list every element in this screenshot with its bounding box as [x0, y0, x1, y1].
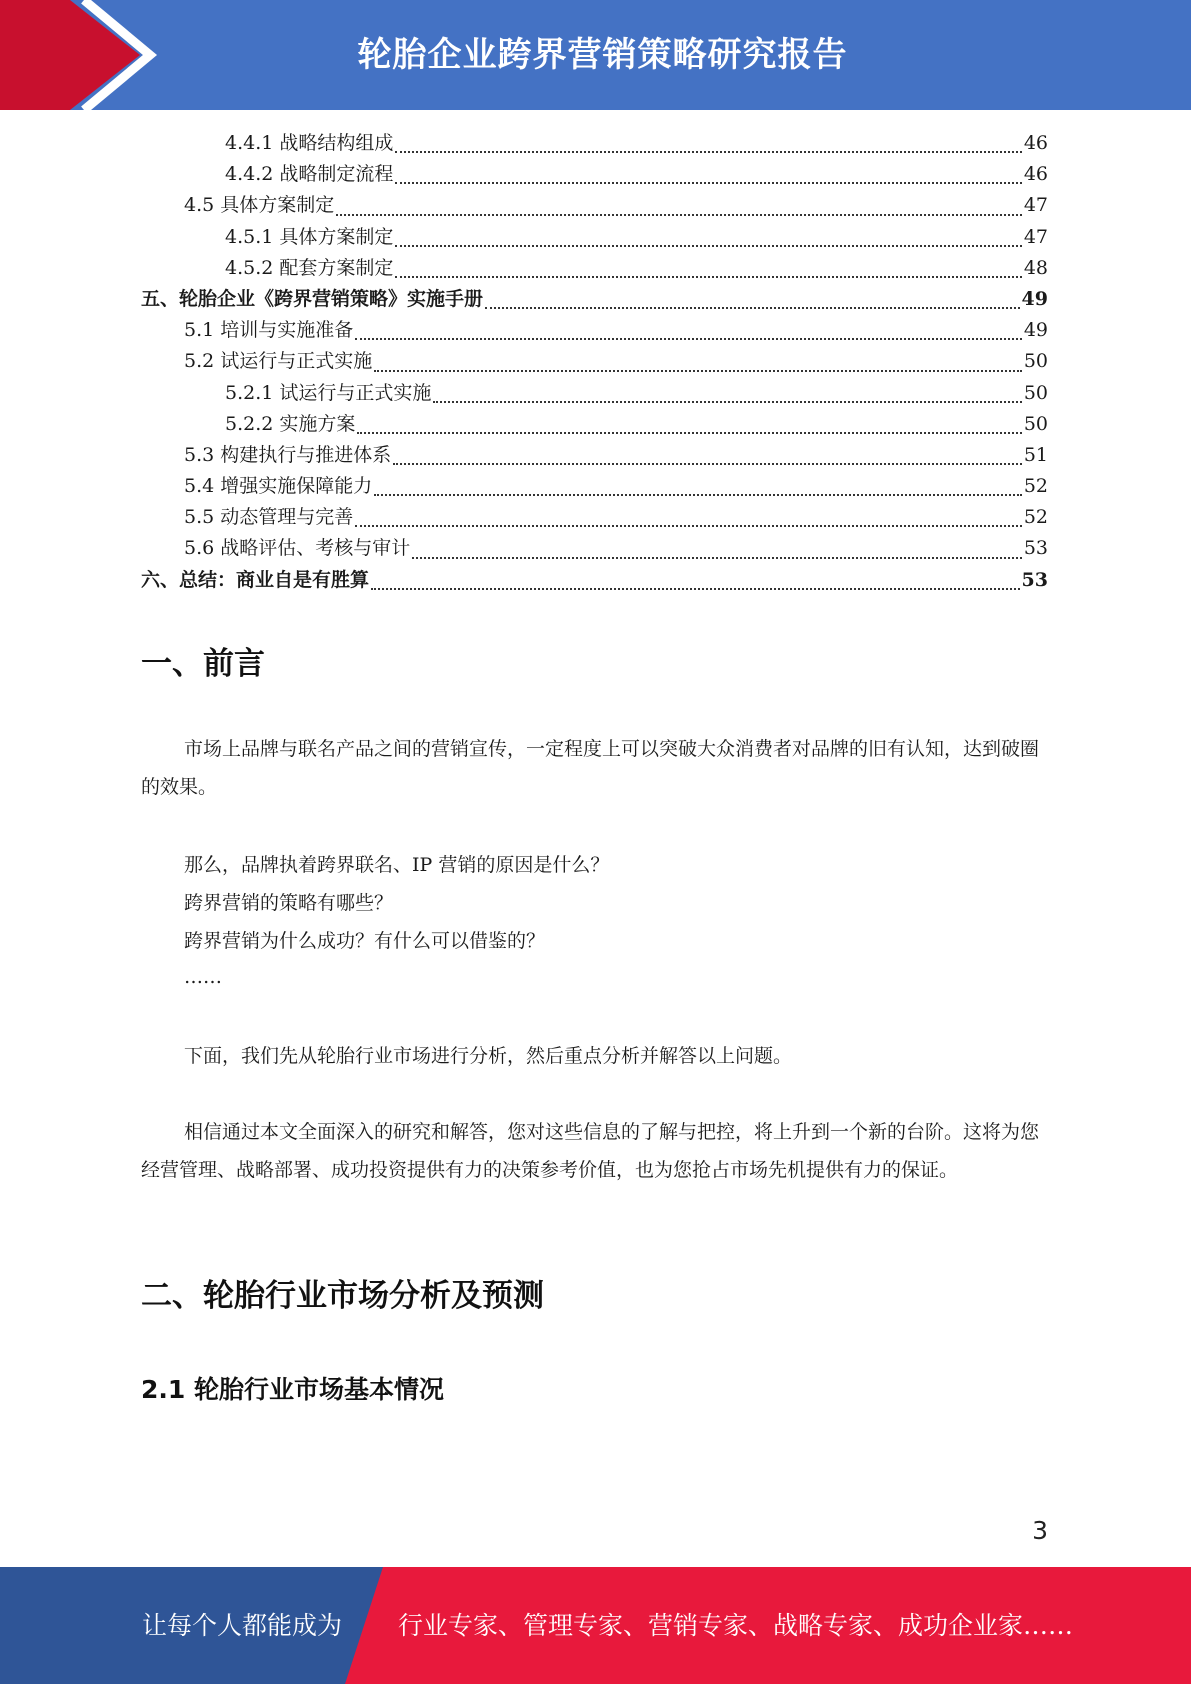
toc-entry[interactable]	[141, 502, 1048, 533]
subsection-heading: 2.1 轮胎行业市场基本情况	[141, 1375, 444, 1404]
toc-entry-page: 52	[1023, 475, 1048, 498]
toc-entry-label: 5.2 试运行与正式实施	[184, 350, 373, 373]
toc-entry-label: 4.4.2 战略制定流程	[225, 163, 394, 186]
toc-entry[interactable]	[141, 253, 1048, 284]
toc-entry-label: 五、轮胎企业《跨界营销策略》实施手册	[141, 287, 484, 310]
footer-slogan-left: 让每个人都能成为	[142, 1611, 343, 1640]
toc-dot-leader	[355, 525, 1022, 527]
toc-entry[interactable]	[141, 159, 1048, 190]
toc-entry-label: 5.6 战略评估、考核与审计	[184, 537, 411, 560]
toc-entry[interactable]	[141, 128, 1048, 159]
toc-dot-leader	[395, 182, 1021, 184]
toc-entry-label: 六、总结：商业自是有胜算	[141, 568, 370, 591]
toc-entry-page: 49	[1023, 319, 1048, 342]
question-line: 跨界营销为什么成功？有什么可以借鉴的？	[184, 930, 546, 952]
toc-entry[interactable]	[141, 190, 1048, 221]
toc-entry-page: 50	[1023, 350, 1048, 373]
toc-dot-leader	[395, 151, 1021, 153]
toc-dot-leader	[355, 338, 1022, 340]
toc-entry[interactable]	[141, 315, 1048, 346]
toc-entry-label: 5.5 动态管理与完善	[184, 506, 354, 529]
toc-entry-page: 46	[1023, 163, 1048, 186]
toc-entry[interactable]	[141, 378, 1048, 409]
ellipsis-line: ……	[184, 966, 222, 988]
toc-dot-leader	[374, 494, 1022, 496]
toc-dot-leader	[433, 401, 1021, 403]
toc-entry[interactable]	[141, 533, 1048, 564]
toc-dot-leader	[357, 432, 1021, 434]
toc-entry-page: 46	[1023, 132, 1048, 154]
page-number: 3	[1032, 1516, 1048, 1545]
toc-dot-leader	[371, 588, 1020, 590]
toc-entry[interactable]	[141, 440, 1048, 471]
toc-entry-page: 52	[1023, 506, 1048, 529]
toc-dot-leader	[374, 370, 1022, 372]
toc-entry-page: 53	[1023, 537, 1048, 560]
toc-entry-label: 4.4.1 战略结构组成	[225, 132, 394, 154]
toc-entry-label: 5.4 增强实施保障能力	[184, 475, 373, 498]
section-heading-market-analysis: 二、轮胎行业市场分析及预测	[141, 1278, 544, 1314]
toc-entry-label: 5.2.2 实施方案	[225, 412, 356, 435]
footer-slogan-right: 行业专家、管理专家、营销专家、战略专家、成功企业家……	[398, 1611, 1074, 1640]
preface-paragraph-2: 下面，我们先从轮胎行业市场进行分析，然后重点分析并解答以上问题。	[184, 1045, 793, 1067]
toc-entry-page: 50	[1023, 412, 1048, 435]
table-of-contents	[141, 128, 1048, 596]
toc-entry[interactable]	[141, 222, 1048, 253]
toc-entry-label: 5.3 构建执行与推进体系	[184, 443, 392, 466]
page-footer	[0, 1567, 1191, 1684]
toc-entry[interactable]	[141, 409, 1048, 440]
section-heading-preface: 一、前言	[141, 646, 265, 682]
toc-dot-leader	[395, 245, 1021, 247]
toc-entry-label: 4.5.2 配套方案制定	[225, 256, 394, 279]
preface-paragraph-1: 市场上品牌与联名产品之间的营销宣传，一定程度上可以突破大众消费者对品牌的旧有认知，达到破圈的效果。	[141, 738, 1040, 798]
toc-entry[interactable]	[141, 346, 1048, 377]
toc-entry[interactable]	[141, 284, 1048, 315]
toc-entry-page: 47	[1023, 194, 1048, 217]
toc-dot-leader	[395, 276, 1021, 278]
toc-entry-page: 53	[1021, 568, 1048, 591]
toc-entry-label: 4.5 具体方案制定	[184, 194, 335, 217]
toc-entry-label: 5.2.1 试运行与正式实施	[225, 381, 432, 404]
question-line: 那么，品牌执着跨界联名、IP 营销的原因是什么？	[184, 854, 610, 876]
toc-dot-leader	[485, 307, 1020, 309]
toc-entry-page: 51	[1023, 443, 1048, 466]
toc-entry-page: 48	[1023, 256, 1048, 279]
toc-entry-label: 4.5.1 具体方案制定	[225, 225, 394, 248]
page-header	[0, 0, 1191, 110]
toc-dot-leader	[336, 214, 1022, 216]
toc-entry[interactable]	[141, 565, 1048, 596]
report-title: 轮胎企业跨界营销策略研究报告	[357, 35, 848, 75]
toc-entry-page: 47	[1023, 225, 1048, 248]
toc-entry[interactable]	[141, 471, 1048, 502]
question-line: 跨界营销的策略有哪些？	[184, 892, 394, 914]
toc-entry-label: 5.1 培训与实施准备	[184, 319, 354, 342]
preface-paragraph-3: 相信通过本文全面深入的研究和解答，您对这些信息的了解与把控，将上升到一个新的台阶。这将为您经营管理、战略部署、成功投资提供有力的决策参考价值，也为您抢占市场先机提供有力的保证。	[141, 1121, 1040, 1181]
toc-entry-page: 49	[1021, 287, 1048, 310]
toc-entry-page: 50	[1023, 381, 1048, 404]
toc-dot-leader	[393, 463, 1022, 465]
toc-dot-leader	[412, 557, 1022, 559]
